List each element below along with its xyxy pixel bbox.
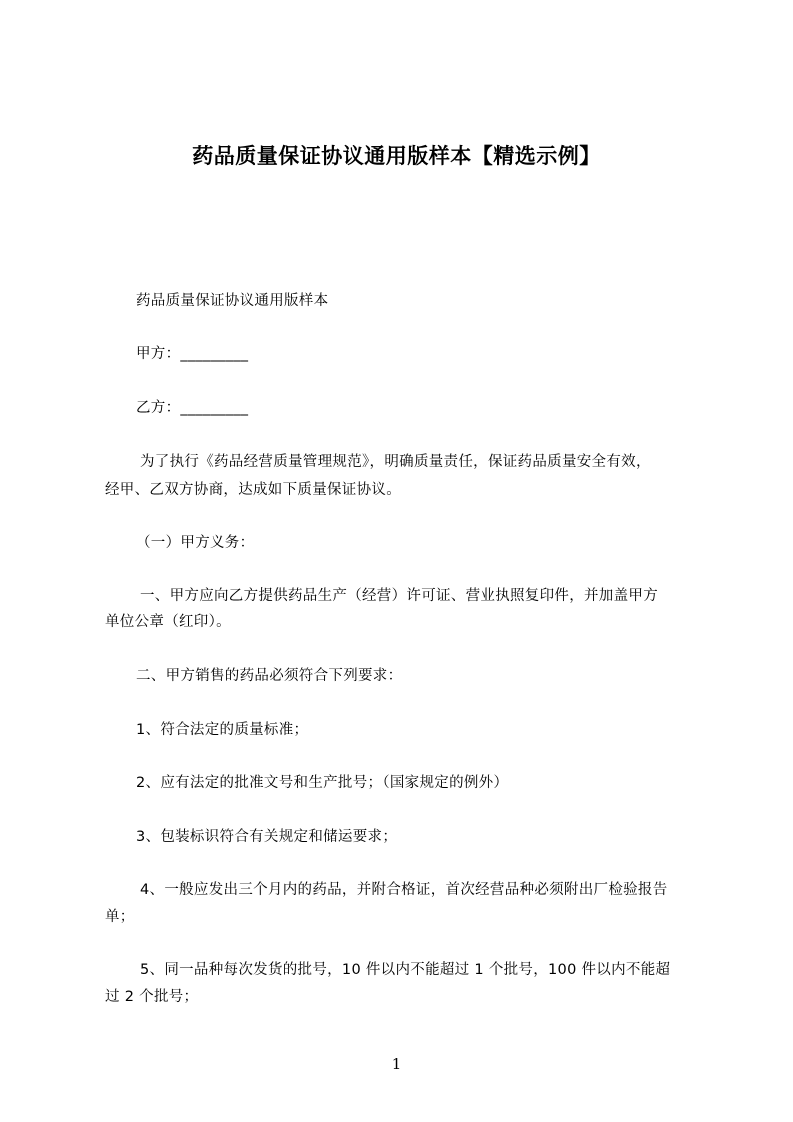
party-a-line: 甲方：_________ [136,346,249,362]
intro-paragraph-line-1: 为了执行《药品经营质量管理规范》，明确质量责任，保证药品质量安全有效， [140,454,651,470]
party-b-line: 乙方：_________ [136,400,249,416]
requirement-5-line-1: 5、同一品种每次发货的批号，10 件以内不能超过 1 个批号，100 件以内不能超 [140,962,671,978]
requirement-1: 1、符合法定的质量标准； [136,722,309,738]
requirement-3: 3、包装标识符合有关规定和储运要求； [136,829,398,845]
document-subtitle: 药品质量保证协议通用版样本 [136,293,329,309]
page-number: 1 [391,1055,402,1073]
item-1-line-1: 一、甲方应向乙方提供药品生产（经营）许可证、营业执照复印件，并加盖甲方 [140,588,658,604]
requirement-4-line-2: 单； [105,909,135,925]
item-2-heading: 二、甲方销售的药品必须符合下列要求： [136,668,403,684]
section-a-heading: （一）甲方义务： [136,535,255,551]
intro-paragraph-line-2: 经甲、乙双方协商，达成如下质量保证协议。 [105,482,401,498]
document-title: 药品质量保证协议通用版样本【精选示例】 [192,144,601,168]
requirement-4-line-1: 4、一般应发出三个月内的药品，并附合格证，首次经营品种必须附出厂检验报告 [140,882,668,898]
item-1-line-2: 单位公章（红印）。 [105,614,231,630]
requirement-5-line-2: 过 2 个批号； [105,989,199,1005]
requirement-2: 2、应有法定的批准文号和生产批号；（国家规定的例外） [136,775,509,791]
